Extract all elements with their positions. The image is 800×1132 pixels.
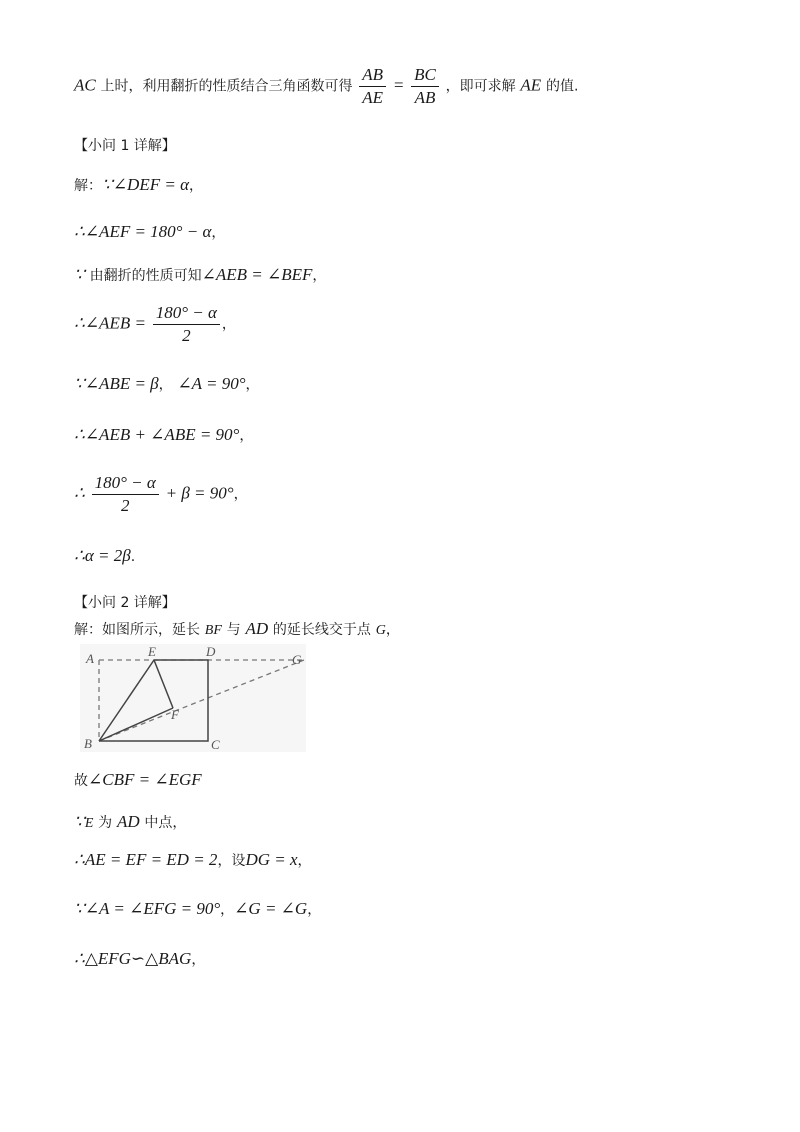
geometry-figure	[80, 644, 306, 752]
frac-denominator: AE	[362, 88, 384, 107]
equation: + β = 90°	[165, 483, 234, 503]
part2-line4	[74, 850, 312, 870]
punct: .	[130, 549, 136, 565]
because-symbol: ∵	[74, 812, 85, 831]
part1-line5	[74, 374, 260, 394]
part1-line7	[74, 472, 248, 517]
punct: ，	[158, 377, 173, 393]
equation: ∴△EFG∽△BAG	[74, 949, 192, 968]
equation: ∵∠DEF = α	[102, 175, 190, 194]
part1-line4	[74, 302, 236, 347]
label-a: A	[86, 651, 94, 666]
text: 与	[226, 622, 241, 638]
text: 的延长线交于点	[272, 622, 371, 638]
equation: ∴α = 2β	[74, 546, 131, 565]
punct: ，	[191, 952, 206, 968]
intro-text: 上时，利用翻折的性质结合三角函数可得	[100, 78, 353, 95]
equation: ∠G = ∠G	[234, 899, 308, 918]
text: 中点，	[144, 815, 187, 831]
segment-ad: AD	[116, 812, 140, 831]
intro-ac: AC	[74, 75, 96, 95]
part1-line8	[74, 546, 135, 566]
punct: ，	[297, 853, 312, 869]
solution-label: 解：	[74, 178, 102, 194]
equation: ∴∠AEB + ∠ABE = 90°	[74, 425, 240, 444]
equation: ∴∠AEF = 180° − α	[74, 222, 212, 241]
equation: ∴AE = EF = ED = 2	[74, 850, 218, 869]
frac-numerator: BC	[411, 64, 439, 87]
label-e: E	[148, 644, 156, 659]
part1-line2	[74, 222, 225, 242]
text: 为	[98, 815, 113, 831]
therefore-symbol: ∴	[74, 483, 85, 503]
point-g: G	[375, 623, 386, 638]
equation: ∵∠ABE = β	[74, 374, 159, 393]
part1-line6	[74, 425, 253, 445]
part1-heading: 【小问 1 详解】	[74, 138, 176, 154]
fraction	[153, 302, 220, 347]
equation: ∠A = 90°	[177, 374, 246, 393]
equation: ∠AEB = ∠BEF	[201, 265, 313, 284]
frac-denominator: AB	[414, 88, 436, 107]
text: 由翻折的性质可知	[89, 268, 202, 284]
label-b: B	[84, 736, 92, 751]
punct: ，	[239, 428, 254, 444]
punct: ，	[307, 902, 322, 918]
segment-ad: AD	[245, 619, 269, 638]
fraction	[92, 472, 159, 517]
frac-denominator: 2	[120, 496, 130, 515]
intro-fraction-ab-ae	[359, 64, 386, 109]
text: ，设	[217, 853, 246, 869]
intro-equals: =	[392, 75, 405, 95]
label-d: D	[206, 644, 216, 659]
point-e: E	[84, 816, 94, 831]
label-g: G	[292, 652, 302, 667]
equation: ∠CBF = ∠EGF	[88, 770, 202, 789]
punct: ，	[385, 622, 400, 638]
label-f: F	[171, 707, 179, 722]
frac-numerator: 180° − α	[92, 472, 159, 495]
intro-post: ，即可求解	[445, 78, 516, 95]
text: 故	[74, 773, 88, 789]
intro-ae: AE	[520, 75, 542, 95]
punct: ，	[220, 902, 235, 918]
part1-line1	[74, 175, 203, 195]
equation: ∵∠A = ∠EFG = 90°	[74, 899, 221, 918]
because-symbol: ∵	[74, 265, 85, 284]
punct: ，	[221, 316, 236, 333]
frac-numerator: 180° − α	[153, 302, 220, 325]
punct: ，	[312, 268, 327, 284]
intro-line	[74, 64, 578, 109]
punct: ，	[233, 486, 248, 503]
part2-line5	[74, 899, 321, 919]
segment-bf: BF	[204, 623, 222, 638]
equation: ∴∠AEB =	[74, 313, 146, 333]
intro-fraction-bc-ab	[411, 64, 439, 109]
part2-line6	[74, 949, 205, 969]
equation: DG = x	[245, 850, 298, 869]
punct: ，	[245, 377, 260, 393]
punct: ，	[211, 225, 226, 241]
label-c: C	[211, 737, 220, 752]
part2-line3	[74, 812, 186, 832]
frac-numerator: AB	[359, 64, 386, 87]
punct: ，	[189, 178, 204, 194]
part2-line2	[74, 770, 202, 790]
part2-heading: 【小问 2 详解】	[74, 595, 176, 611]
part2-line1	[74, 619, 400, 639]
part1-line3	[74, 265, 326, 285]
frac-denominator: 2	[182, 326, 191, 345]
text: 解：如图所示，延长	[74, 622, 200, 638]
intro-end: 的值.	[545, 78, 579, 95]
